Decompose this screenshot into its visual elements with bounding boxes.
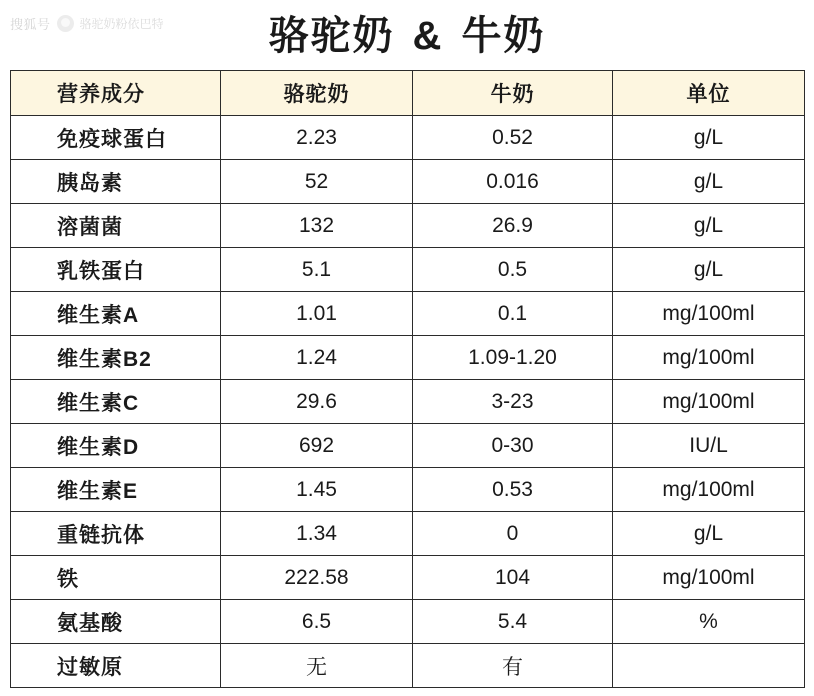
cell-unit: g/L — [613, 248, 805, 292]
cell-nutrient: 维生素E — [11, 468, 221, 512]
cell-camel-milk: 222.58 — [221, 556, 413, 600]
cell-camel-milk: 29.6 — [221, 380, 413, 424]
cell-cow-milk: 104 — [413, 556, 613, 600]
table-header — [11, 71, 805, 116]
table-row — [11, 600, 805, 644]
avatar-icon — [57, 15, 74, 32]
cell-nutrient: 溶菌菌 — [11, 204, 221, 248]
cell-cow-milk: 0.016 — [413, 160, 613, 204]
cell-cow-milk: 0.52 — [413, 116, 613, 160]
cell-unit: mg/100ml — [613, 556, 805, 600]
table-row — [11, 116, 805, 160]
cell-camel-milk: 6.5 — [221, 600, 413, 644]
cell-camel-milk: 5.1 — [221, 248, 413, 292]
cell-cow-milk: 0-30 — [413, 424, 613, 468]
column-header-nutrient: 营养成分 — [11, 71, 221, 116]
title-left-term: 骆驼奶 — [268, 14, 395, 58]
title-right-term: 牛奶 — [461, 14, 546, 58]
table-row — [11, 424, 805, 468]
table-row — [11, 468, 805, 512]
table-body — [11, 116, 805, 688]
cell-camel-milk: 1.45 — [221, 468, 413, 512]
table-row — [11, 336, 805, 380]
cell-cow-milk: 有 — [413, 644, 613, 688]
column-header-camel-milk: 骆驼奶 — [221, 71, 413, 116]
cell-nutrient: 胰岛素 — [11, 160, 221, 204]
cell-unit: g/L — [613, 512, 805, 556]
watermark-account-name: 骆驼奶粉依巴特 — [79, 17, 164, 31]
cell-cow-milk: 1.09-1.20 — [413, 336, 613, 380]
cell-unit: mg/100ml — [613, 336, 805, 380]
comparison-table-container — [0, 64, 814, 688]
cell-cow-milk: 0 — [413, 512, 613, 556]
table-header-row — [11, 71, 805, 116]
cell-camel-milk: 692 — [221, 424, 413, 468]
table-row — [11, 204, 805, 248]
cell-nutrient: 维生素A — [11, 292, 221, 336]
cell-cow-milk: 3-23 — [413, 380, 613, 424]
cell-camel-milk: 无 — [221, 644, 413, 688]
cell-cow-milk: 5.4 — [413, 600, 613, 644]
title-ampersand: & — [412, 14, 444, 58]
table-row — [11, 512, 805, 556]
cell-camel-milk: 52 — [221, 160, 413, 204]
watermark-platform-label: 搜狐号 — [10, 17, 51, 32]
watermark — [10, 14, 164, 33]
table-row — [11, 292, 805, 336]
cell-nutrient: 免疫球蛋白 — [11, 116, 221, 160]
cell-nutrient: 维生素D — [11, 424, 221, 468]
cell-unit: g/L — [613, 204, 805, 248]
cell-cow-milk: 0.5 — [413, 248, 613, 292]
cell-unit: g/L — [613, 116, 805, 160]
cell-cow-milk: 0.53 — [413, 468, 613, 512]
cell-unit: g/L — [613, 160, 805, 204]
cell-unit: % — [613, 600, 805, 644]
cell-nutrient: 维生素B2 — [11, 336, 221, 380]
cell-camel-milk: 132 — [221, 204, 413, 248]
cell-unit: mg/100ml — [613, 468, 805, 512]
cell-cow-milk: 26.9 — [413, 204, 613, 248]
cell-nutrient: 乳铁蛋白 — [11, 248, 221, 292]
table-row — [11, 644, 805, 688]
nutrition-comparison-table — [10, 70, 805, 688]
table-row — [11, 380, 805, 424]
cell-camel-milk: 1.34 — [221, 512, 413, 556]
cell-unit: mg/100ml — [613, 292, 805, 336]
cell-unit: mg/100ml — [613, 380, 805, 424]
column-header-cow-milk: 牛奶 — [413, 71, 613, 116]
table-row — [11, 160, 805, 204]
cell-nutrient: 重链抗体 — [11, 512, 221, 556]
column-header-unit: 单位 — [613, 71, 805, 116]
cell-camel-milk: 1.24 — [221, 336, 413, 380]
cell-nutrient: 过敏原 — [11, 644, 221, 688]
table-row — [11, 248, 805, 292]
cell-nutrient: 维生素C — [11, 380, 221, 424]
cell-cow-milk: 0.1 — [413, 292, 613, 336]
table-row — [11, 556, 805, 600]
cell-unit: IU/L — [613, 424, 805, 468]
cell-camel-milk: 1.01 — [221, 292, 413, 336]
cell-unit — [613, 644, 805, 688]
cell-nutrient: 氨基酸 — [11, 600, 221, 644]
cell-camel-milk: 2.23 — [221, 116, 413, 160]
cell-nutrient: 铁 — [11, 556, 221, 600]
